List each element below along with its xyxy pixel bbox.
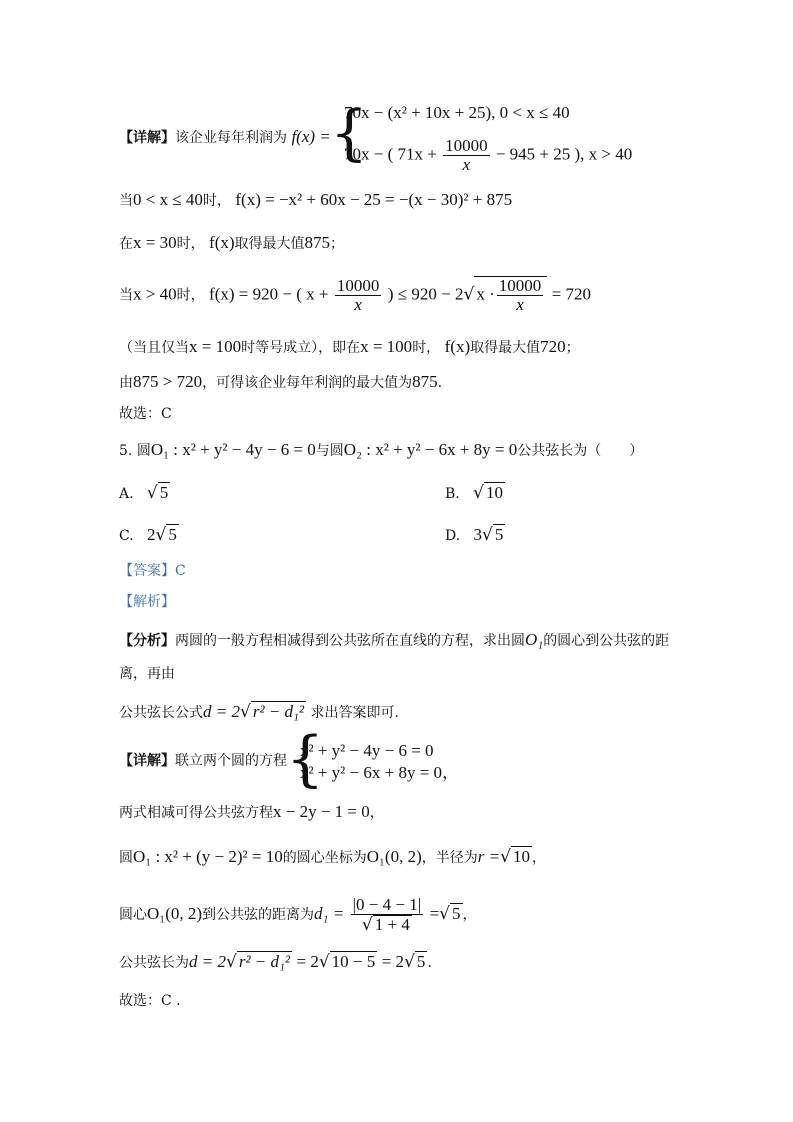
system-eq1: x² + y² − 4y − 6 = 0 [300, 741, 434, 760]
option-b[interactable]: B. √ 10 [445, 483, 503, 503]
analysis-line-3: 公共弦长公式d = 2√ r² − d₁² 求出答案即可. [119, 702, 399, 722]
question-5: 5. 圆O₁ : x² + y² − 4y − 6 = 0与圆O₂ : x² + y² − 6x + 8y = 0公共弦长为（ ） [119, 440, 644, 459]
fraction: $\frac{10000}{x}$ [336, 275, 380, 314]
line-equality: （当且仅当x = 100时等号成立），即在x = 100时， f(x)取得最大值720； [119, 337, 580, 356]
fraction: $\frac{|0 - 4 - 1|}{√ 1 + 4}$ [352, 895, 422, 935]
piecewise-case2: 70x − ( 71x + $\frac{10000}{x}$ − 945 + 25 ), x > 40 [344, 136, 633, 174]
analysis-label: 【解析】 [119, 594, 175, 610]
line-circle-center: 圆O₁ : x² + (y − 2)² = 10的圆心坐标为O₁(0, 2)，半径为r =√ 10 ， [119, 847, 546, 867]
system-brace: { [286, 724, 325, 794]
option-d[interactable]: D. 3√ 5 [445, 525, 504, 545]
piecewise-brace: { [330, 98, 369, 168]
detail-label: 【详解】 [119, 130, 175, 146]
line-when-case1: 当0 < x ≤ 40时， f(x) = −x² + 60x − 25 = −(x − 30)² + 875 [119, 190, 513, 209]
option-a[interactable]: A. √ 5 [119, 483, 169, 503]
line-chord-length: 公共弦长为d = 2√ r² − d₁² = 2√ 10 − 5 = 2√ 5 . [119, 952, 432, 972]
line-at-30: 在x = 30时， f(x)取得最大值875； [119, 233, 345, 252]
choose-line-2: 故选：C . [119, 993, 181, 1009]
line-subtract: 两式相减可得公共弦方程x − 2y − 1 = 0， [119, 802, 384, 821]
system-eq2: x² + y² − 6x + 8y = 0， [300, 763, 460, 782]
fraction: $\frac{10000}{x}$ [445, 136, 488, 174]
analysis-line-1: 【分析】两圆的一般方程相减得到公共弦所在直线的方程，求出圆O₁的圆心到公共弦的距 [119, 630, 670, 649]
sqrt: x · $\frac{10000}{x}$ [474, 276, 547, 314]
analysis-line-2: 离，再由 [119, 666, 175, 682]
option-c[interactable]: C. 2√ 5 [119, 525, 177, 545]
line-distance: 圆心O₁(0, 2)到公共弦的距离为d₁ = $\frac{|0 - 4 - 1|}{√ 1 + 4}$ =√ 5 ， [119, 895, 477, 935]
line-when-case2: 当x > 40时， f(x) = 920 − ( x + $\frac{10000}{x}$ ) ≤ 920 − 2√ x · $\frac{10000}{x}$ = 720 [119, 275, 592, 314]
piecewise-case1: 70x − (x² + 10x + 25), 0 < x ≤ 40 [344, 103, 570, 122]
line-conclusion: 由875 > 720，可得该企业每年利润的最大值为875. [119, 372, 443, 391]
choose-line-1: 故选：C [119, 406, 172, 422]
detail1-intro: 【详解】该企业每年利润为 f(x) = [119, 127, 331, 146]
answer-line: 【答案】C [119, 563, 186, 579]
detail2-intro: 【详解】联立两个圆的方程 [119, 753, 287, 769]
